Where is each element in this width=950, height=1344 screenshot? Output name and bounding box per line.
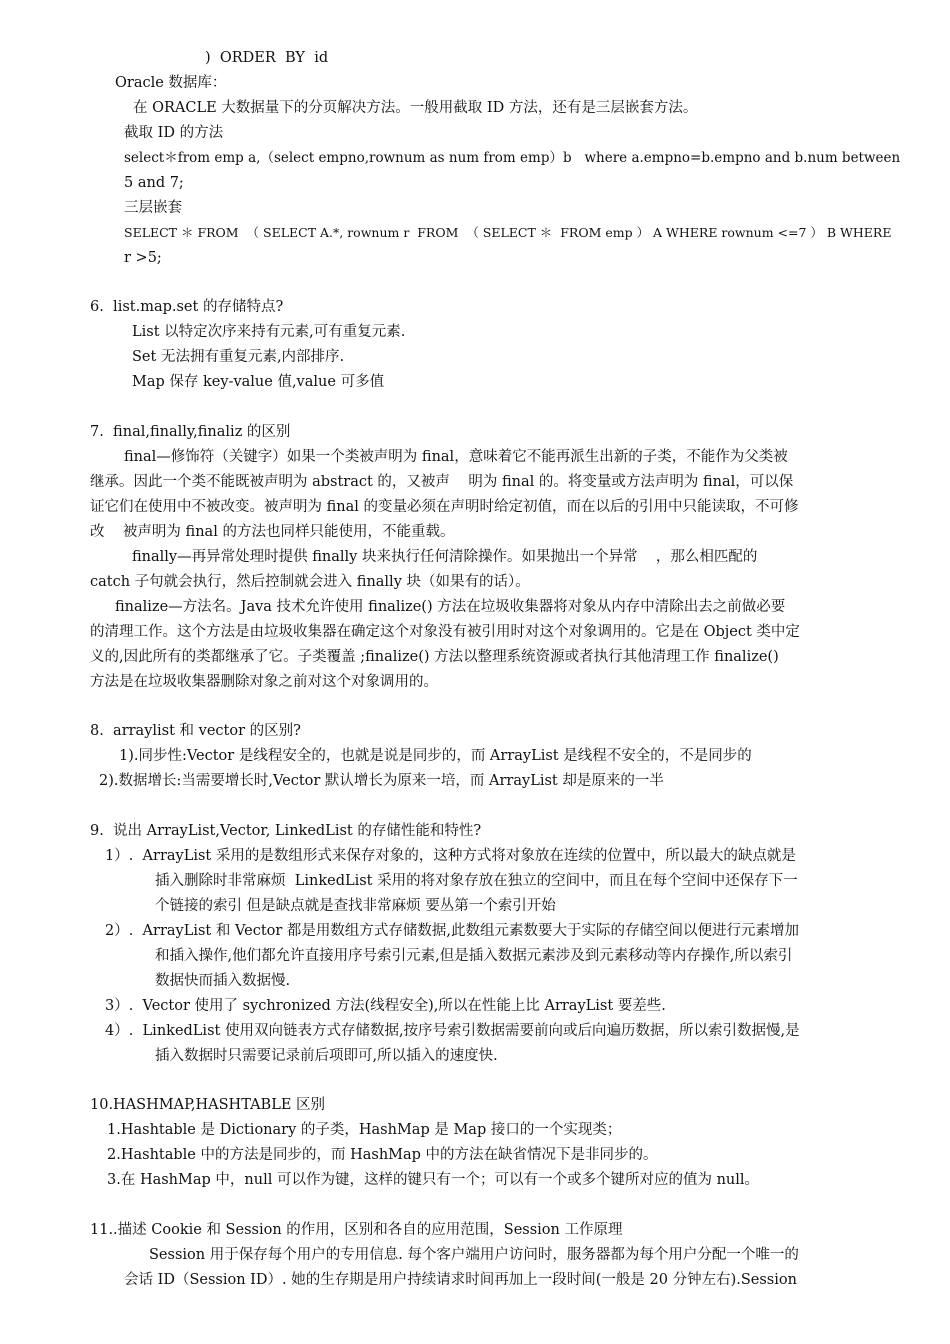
text-line: 插入数据时只需要记录前后项即可,所以插入的速度快. bbox=[155, 1048, 498, 1064]
text-line: List 以特定次序来持有元素,可有重复元素. bbox=[132, 324, 406, 340]
text-line: 插入删除时非常麻烦 LinkedList 采用的将对象存放在独立的空间中，而且在每个空间中还保存下一 bbox=[155, 873, 798, 889]
section-heading: 6. list.map.set 的存储特点? bbox=[90, 299, 284, 315]
text-line: ) ORDER BY id bbox=[205, 50, 329, 66]
text-line: 2).数据增长:当需要增长时,Vector 默认增长为原来一培，而 ArrayList 却是原来的一半 bbox=[99, 773, 664, 789]
text-line: r >5; bbox=[124, 250, 162, 266]
text-line: 三层嵌套 bbox=[124, 200, 182, 216]
text-line: 在 ORACLE 大数据量下的分页解决方法。一般用截取 ID 方法，还有是三层嵌套方法。 bbox=[133, 100, 698, 116]
text-line: Session 用于保存每个用户的专用信息. 每个客户端用户访问时，服务器都为每个用户分配一个唯一的 bbox=[149, 1247, 799, 1263]
text-line: 个链接的索引 但是缺点就是查找非常麻烦 要丛第一个索引开始 bbox=[155, 898, 556, 914]
section-heading: 9. 说出 ArrayList,Vector, LinkedList 的存储性能和特性? bbox=[90, 823, 482, 839]
text-line: 1).同步性:Vector 是线程安全的，也就是说是同步的，而 ArrayList 是线程不安全的，不是同步的 bbox=[119, 748, 752, 764]
text-line: 方法是在垃圾收集器删除对象之前对这个对象调用的。 bbox=[90, 674, 438, 690]
text-line: 和插入操作,他们都允许直接用序号索引元素,但是插入数据元素涉及到元素移动等内存操作,所以索引 bbox=[155, 948, 793, 964]
text-line: select＊from emp a,（select empno,rownum as num from emp）b where a.empno=b.empno and b.num between bbox=[124, 150, 901, 166]
text-line: 截取 ID 的方法 bbox=[124, 125, 224, 141]
text-line: 数据快而插入数据慢. bbox=[155, 973, 291, 989]
text-line: Oracle 数据库： bbox=[115, 75, 227, 91]
text-line: SELECT ＊ FROM （ SELECT A.*, rownum r FROM （ SELECT ＊ FROM emp ） A WHERE rownum <=7 ） B WHERE bbox=[124, 225, 892, 240]
text-line: finally—再异常处理时提供 finally 块来执行任何清除操作。如果抛出一个异常 ，那么相匹配的 bbox=[132, 549, 758, 565]
text-line: 的清理工作。这个方法是由垃圾收集器在确定这个对象没有被引用时对这个对象调用的。它是在 Object 类中定 bbox=[90, 624, 800, 640]
text-line: finalize—方法名。Java 技术允许使用 finalize() 方法在垃圾收集器将对象从内存中清除出去之前做必要 bbox=[115, 599, 786, 615]
text-line: Set 无法拥有重复元素,内部排序. bbox=[132, 349, 345, 365]
list-item: 3）. Vector 使用了 sychronized 方法(线程安全),所以在性能上比 ArrayList 要差些. bbox=[105, 998, 666, 1014]
list-item: 4）. LinkedList 使用双向链表方式存储数据,按序号索引数据需要前向或后向遍历数据，所以索引数据慢,是 bbox=[105, 1023, 800, 1039]
text-line: 5 and 7; bbox=[124, 175, 184, 191]
text-line: catch 子句就会执行，然后控制就会进入 finally 块（如果有的话）。 bbox=[90, 574, 530, 590]
section-heading: 11..描述 Cookie 和 Session 的作用，区别和各自的应用范围，Session 工作原理 bbox=[90, 1222, 623, 1238]
section-heading: 8. arraylist 和 vector 的区别? bbox=[90, 723, 301, 739]
section-heading: 7. final,finally,finaliz 的区别 bbox=[90, 424, 291, 440]
text-line: 继承。因此一个类不能既被声明为 abstract 的，又被声 明为 final 的。将变量或方法声明为 final，可以保 bbox=[90, 474, 794, 490]
text-line: Map 保存 key-value 值,value 可多值 bbox=[132, 374, 385, 390]
text-line: final—修饰符（关键字）如果一个类被声明为 final，意味着它不能再派生出新的子类，不能作为父类被 bbox=[124, 449, 788, 465]
list-item: 3.在 HashMap 中，null 可以作为键，这样的键只有一个；可以有一个或多个键所对应的值为 null。 bbox=[107, 1172, 760, 1188]
list-item: 2）. ArrayList 和 Vector 都是用数组方式存储数据,此数组元素数要大于实际的存储空间以便进行元素增加 bbox=[105, 923, 800, 939]
list-item: 1）. ArrayList 采用的是数组形式来保存对象的，这种方式将对象放在连续的位置中，所以最大的缺点就是 bbox=[105, 848, 796, 864]
text-line: 改 被声明为 final 的方法也同样只能使用，不能重载。 bbox=[90, 524, 455, 540]
section-heading: 10.HASHMAP,HASHTABLE 区别 bbox=[90, 1097, 326, 1113]
list-item: 2.Hashtable 中的方法是同步的，而 HashMap 中的方法在缺省情况下是非同步的。 bbox=[107, 1147, 658, 1163]
text-line: 证它们在使用中不被改变。被声明为 final 的变量必须在声明时给定初值，而在以后的引用中只能读取，不可修 bbox=[90, 499, 799, 515]
list-item: 1.Hashtable 是 Dictionary 的子类，HashMap 是 Map 接口的一个实现类； bbox=[107, 1122, 622, 1138]
text-line: 会话 ID（Session ID）. 她的生存期是用户持续请求时间再加上一段时间(一般是 20 分钟左右).Session bbox=[124, 1272, 797, 1288]
text-line: 义的,因此所有的类都继承了它。子类覆盖 ;finalize() 方法以整理系统资源或者执行其他清理工作 finalize() bbox=[90, 649, 779, 665]
